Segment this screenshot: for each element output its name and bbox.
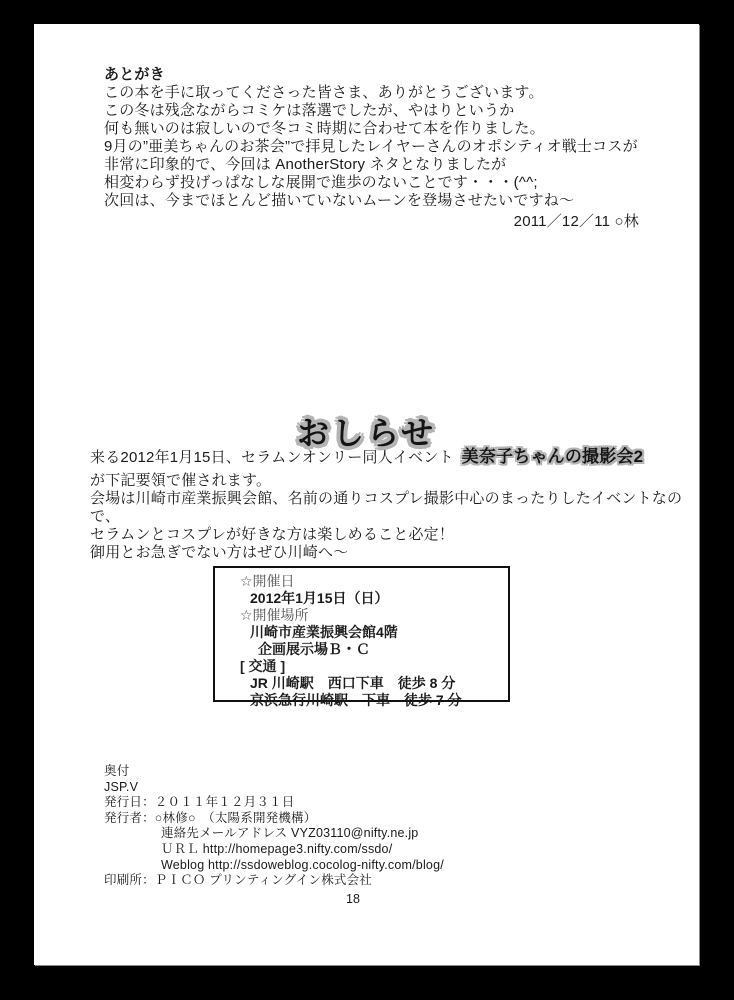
notice-line: 会場は川崎市産業振興会館、名前の通りコスプレ撮影中心のまったりしたイベントなので、 — [90, 490, 683, 525]
event-access-line2: 京浜急行川崎駅 下車 徒歩 7 分 — [250, 692, 462, 708]
afterword-line: この冬は残念ながらコミケは落選でしたが、やはりというか — [104, 102, 515, 119]
afterword-line: 相変わらず投げっぱなしな展開で進歩のないことです・・・(^^; — [104, 174, 538, 191]
event-info-box — [213, 566, 510, 708]
notice-line: が下記要領で催されます。 — [90, 472, 272, 489]
publish-date: 発行日：２０１１年１２月３１日 — [104, 795, 295, 810]
notice-line: セラムンとコスプレが好きな方は楽しめること必定！ — [90, 526, 455, 543]
event-venue-line2: 企画展示場Ｂ・Ｃ — [258, 641, 370, 657]
event-access-line1: JR 川崎駅 西口下車 徒歩 8 分 — [250, 675, 456, 691]
doujin-page — [34, 24, 699, 965]
weblog-url: Weblog http://ssdoweblog.cocolog-nifty.com/blog/ — [161, 857, 444, 872]
afterword-heading: あとがき — [104, 66, 165, 83]
event-name-highlight: 美奈子ちゃんの撮影会2 — [461, 447, 644, 466]
event-venue-line1: 川崎市産業振興会館4階 — [250, 624, 398, 640]
notice-line: 御用とお急ぎでない方はぜひ川崎へ～ — [90, 544, 349, 561]
publisher: 発行者：○林修○ （太陽系開発機構） — [104, 810, 317, 825]
event-date-label: ☆開催日 — [240, 573, 295, 589]
notice-intro-line — [90, 448, 696, 467]
afterword-line: 非常に印象的で、今回は AnotherStory ネタとなりましたが — [104, 156, 507, 173]
event-venue-label: ☆開催場所 — [240, 607, 309, 623]
afterword-line: 9月の”亜美ちゃんのお茶会”で拝見したレイヤーさんのオポシティオ戦士コスが — [104, 138, 638, 155]
circle-name: JSP.V — [104, 779, 139, 794]
notice-intro-prefix: 来る2012年1月15日、セラムンオンリー同人イベント — [90, 449, 454, 466]
event-date-value: 2012年1月15日（日） — [250, 590, 389, 606]
colophon-section — [104, 764, 444, 889]
page-number: 18 — [346, 892, 360, 906]
notice-section — [90, 448, 696, 562]
afterword-line: 次回は、今までほとんど描いていないムーンを登場させたいですね～ — [104, 192, 575, 209]
afterword-section — [104, 66, 686, 231]
afterword-line: この本を手に取ってくださった皆さま、ありがとうございます。 — [104, 84, 544, 101]
event-access-label: [ 交通 ] — [240, 658, 286, 674]
printer: 印刷所：ＰＩＣＯ プリンティングイン株式会社 — [104, 873, 372, 888]
homepage-url: ＵＲＬ http://homepage3.nifty.com/ssdo/ — [161, 841, 393, 856]
afterword-line: 何も無いのは寂しいので冬コミ時期に合わせて本を作りました。 — [104, 120, 545, 137]
afterword-signoff: 2011／12／11 ○林 — [513, 213, 639, 230]
contact-email: 連絡先メールアドレス VYZ03110@nifty.ne.jp — [161, 826, 419, 841]
colophon-heading: 奥付 — [104, 764, 130, 778]
notice-title: おしらせ — [296, 415, 437, 451]
